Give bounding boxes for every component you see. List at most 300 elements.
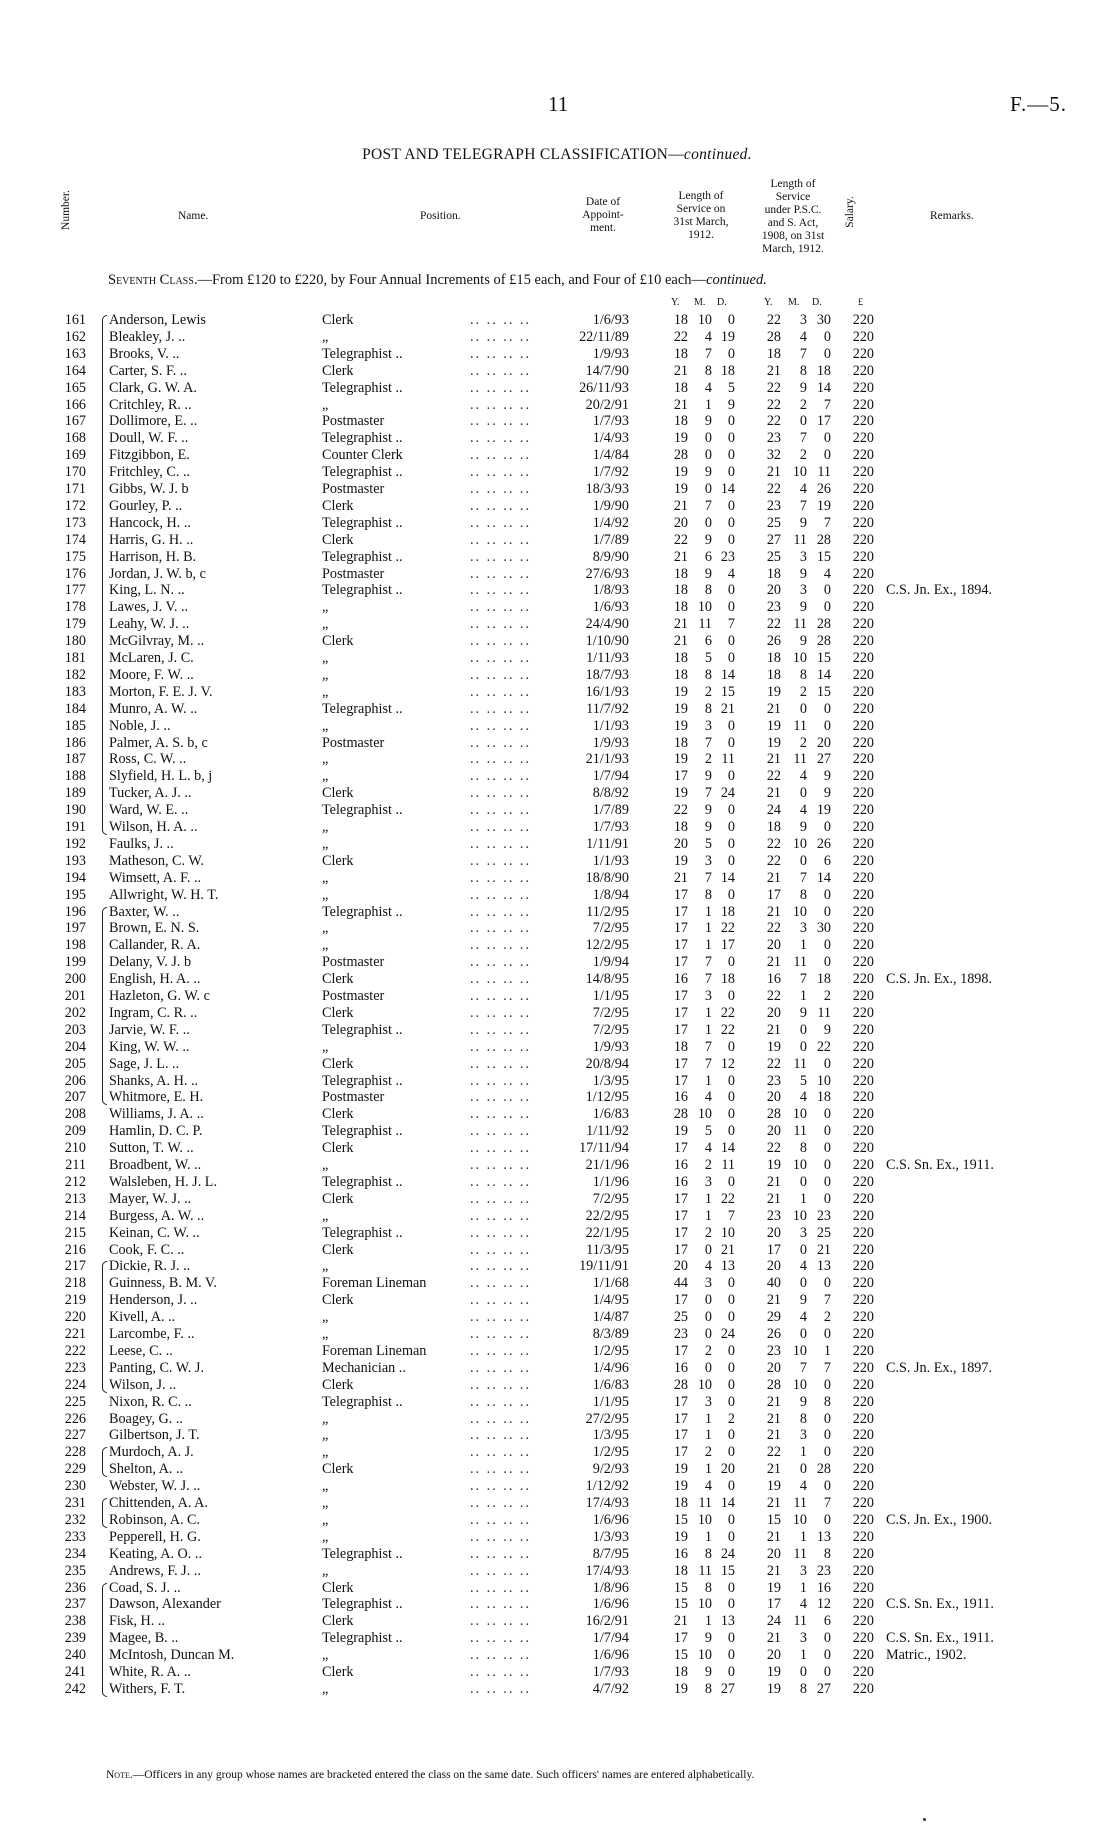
- header-remarks: Remarks.: [930, 210, 974, 222]
- appointment-date: 1/3/95: [592, 1072, 629, 1089]
- psc-years: 21: [766, 1410, 781, 1427]
- row-number: 216: [64, 1241, 86, 1258]
- leader-dots: .. .. .. ..: [470, 497, 532, 514]
- service-years: 17: [673, 1410, 688, 1427]
- row-number: 197: [64, 920, 86, 937]
- psc-years: 23: [766, 599, 781, 616]
- psc-years: 22: [766, 988, 781, 1004]
- salary: 220: [852, 666, 874, 683]
- table-row: [0, 988, 1114, 1005]
- table-row: [0, 397, 1114, 414]
- salary: 220: [852, 1342, 874, 1359]
- position: Telegraphist ..: [322, 1545, 403, 1562]
- table-row: [0, 1242, 1114, 1259]
- service-years: 18: [673, 565, 688, 582]
- row-number: 183: [64, 683, 86, 700]
- appointment-date: 1/7/93: [592, 1664, 629, 1680]
- salary: 220: [852, 1326, 874, 1342]
- appointment-date: 1/7/93: [592, 413, 629, 430]
- header-length-under-psc: Length of Service under P.S.C. and S. Act, 1908, on 31st March, 1912.: [761, 178, 825, 255]
- row-number: 235: [64, 1562, 86, 1579]
- leader-dots: .. .. .. ..: [470, 683, 532, 700]
- position: Clerk: [322, 852, 354, 869]
- psc-years: 19: [766, 1680, 781, 1697]
- service-days: 0: [727, 1647, 735, 1664]
- salary: 220: [852, 903, 874, 920]
- table-row: [0, 447, 1114, 464]
- appointment-date: 1/6/96: [592, 1596, 629, 1613]
- leader-dots: .. .. .. ..: [470, 1664, 532, 1680]
- psc-years: 21: [766, 464, 781, 481]
- appointment-date: 17/4/93: [585, 1495, 629, 1511]
- table-row: [0, 684, 1114, 701]
- service-years: 15: [673, 1579, 688, 1596]
- appointment-date: 11/3/95: [586, 1241, 629, 1258]
- remarks: C.S. Jn. Ex., 1900.: [886, 1511, 993, 1528]
- officer-name: Callander, R. A.: [109, 937, 201, 954]
- appointment-date: 11/7/92: [586, 700, 629, 717]
- service-months: 3: [704, 1393, 712, 1410]
- salary: 220: [852, 497, 874, 514]
- officer-name: Jordan, J. W. b, c: [109, 565, 206, 582]
- row-number: 227: [64, 1427, 86, 1444]
- table-row: [0, 346, 1114, 363]
- position: „: [322, 1444, 329, 1461]
- psc-days: 0: [823, 954, 831, 971]
- service-years: 17: [673, 1342, 688, 1359]
- unit-pound: £: [858, 297, 863, 308]
- leader-dots: .. .. .. ..: [470, 1021, 532, 1038]
- officer-name: Keinan, C. W. ..: [109, 1224, 200, 1241]
- position: Postmaster: [322, 734, 385, 751]
- salary: 220: [852, 1055, 874, 1072]
- salary: 220: [852, 1630, 874, 1647]
- leader-dots: .. .. .. ..: [470, 1596, 532, 1613]
- table-row: [0, 836, 1114, 853]
- leader-dots: .. .. .. ..: [470, 785, 532, 802]
- service-days: 18: [720, 362, 735, 379]
- service-months: 7: [704, 1038, 712, 1055]
- position: „: [322, 1410, 329, 1427]
- psc-days: 28: [816, 633, 831, 650]
- service-months: 8: [704, 582, 712, 599]
- table-row: [0, 413, 1114, 430]
- psc-years: 26: [766, 633, 781, 650]
- service-months: 4: [704, 1089, 712, 1106]
- header-salary: Salary.: [844, 196, 856, 228]
- psc-years: 28: [766, 328, 781, 345]
- row-number: 191: [64, 819, 86, 835]
- psc-months: 4: [799, 1089, 807, 1106]
- psc-months: 8: [799, 1680, 807, 1697]
- service-days: 0: [727, 734, 735, 751]
- leader-dots: .. .. .. ..: [470, 430, 532, 447]
- table-row: [0, 1225, 1114, 1242]
- row-number: 161: [64, 312, 86, 328]
- service-months: 10: [697, 1596, 712, 1613]
- service-years: 17: [673, 1224, 688, 1241]
- officer-name: Munro, A. W. ..: [109, 700, 198, 717]
- psc-years: 20: [766, 1545, 781, 1562]
- table-row: [0, 1664, 1114, 1681]
- psc-months: 0: [799, 413, 807, 430]
- psc-days: 20: [816, 734, 831, 751]
- position: Clerk: [322, 362, 354, 379]
- row-number: 179: [64, 616, 86, 633]
- salary: 220: [852, 1207, 874, 1224]
- appointment-date: 1/4/92: [592, 514, 629, 531]
- table-row: [0, 887, 1114, 904]
- table-row: [0, 768, 1114, 785]
- service-days: 17: [720, 937, 735, 954]
- service-months: 9: [704, 565, 712, 582]
- position: Telegraphist ..: [322, 802, 403, 819]
- psc-years: 21: [766, 362, 781, 379]
- service-months: 2: [704, 1157, 712, 1173]
- salary: 220: [852, 1427, 874, 1444]
- psc-days: 23: [816, 1562, 831, 1579]
- salary: 220: [852, 650, 874, 666]
- table-row: [0, 1411, 1114, 1428]
- psc-days: 30: [816, 920, 831, 937]
- service-days: 0: [727, 447, 735, 464]
- service-months: 8: [704, 362, 712, 379]
- appointment-date: 11/2/95: [586, 903, 629, 920]
- officer-name: Coad, S. J. ..: [109, 1579, 181, 1596]
- appointment-date: 1/9/93: [592, 1038, 629, 1055]
- psc-days: 0: [823, 1173, 831, 1190]
- salary: 220: [852, 1190, 874, 1207]
- service-months: 10: [697, 1106, 712, 1123]
- row-number: 240: [64, 1647, 86, 1664]
- service-years: 17: [673, 1004, 688, 1021]
- appointment-date: 1/4/84: [592, 447, 629, 464]
- service-days: 20: [720, 1461, 735, 1478]
- table-row: [0, 1377, 1114, 1394]
- psc-years: 21: [766, 785, 781, 802]
- psc-years: 24: [766, 802, 781, 819]
- service-years: 16: [673, 1089, 688, 1106]
- psc-days: 27: [816, 1680, 831, 1697]
- psc-months: 9: [799, 599, 807, 616]
- table-row: [0, 802, 1114, 819]
- row-number: 214: [64, 1207, 86, 1224]
- table-row: [0, 1208, 1114, 1225]
- officer-name: Walsleben, H. J. L.: [109, 1173, 217, 1190]
- table-row: [0, 532, 1114, 549]
- appointment-date: 18/8/90: [585, 869, 629, 886]
- position: Clerk: [322, 1664, 354, 1680]
- psc-days: 11: [817, 1004, 831, 1021]
- leader-dots: .. .. .. ..: [470, 1528, 532, 1545]
- appointment-date: 9/2/93: [592, 1461, 629, 1478]
- service-months: 10: [697, 1647, 712, 1664]
- row-number: 169: [64, 447, 86, 464]
- psc-months: 0: [799, 1173, 807, 1190]
- salary: 220: [852, 785, 874, 802]
- service-months: 10: [697, 1511, 712, 1528]
- psc-months: 4: [799, 1309, 807, 1326]
- service-years: 19: [673, 683, 688, 700]
- leader-dots: .. .. .. ..: [470, 633, 532, 650]
- table-row: [0, 633, 1114, 650]
- officer-name: Hancock, H. ..: [109, 514, 191, 531]
- service-months: 8: [704, 886, 712, 903]
- service-days: 14: [720, 1495, 735, 1511]
- leader-dots: .. .. .. ..: [470, 1359, 532, 1376]
- table-row: [0, 1495, 1114, 1512]
- row-number: 204: [64, 1038, 86, 1055]
- table-row: [0, 1022, 1114, 1039]
- row-number: 207: [64, 1089, 86, 1106]
- row-number: 198: [64, 937, 86, 954]
- psc-days: 2: [823, 988, 831, 1004]
- psc-days: 23: [816, 1207, 831, 1224]
- appointment-date: 1/1/95: [592, 1393, 629, 1410]
- service-months: 4: [704, 379, 712, 396]
- psc-years: 21: [766, 1495, 781, 1511]
- table-row: [0, 751, 1114, 768]
- appointment-date: 22/2/95: [585, 1207, 629, 1224]
- salary: 220: [852, 1680, 874, 1697]
- position: Telegraphist ..: [322, 903, 403, 920]
- service-days: 0: [727, 1292, 735, 1309]
- position: „: [322, 1309, 329, 1326]
- row-number: 238: [64, 1613, 86, 1630]
- position: „: [322, 717, 329, 734]
- table-row: [0, 735, 1114, 752]
- service-months: 4: [704, 1478, 712, 1495]
- position: „: [322, 751, 329, 768]
- appointment-date: 21/1/93: [585, 751, 629, 768]
- leader-dots: .. .. .. ..: [470, 1106, 532, 1123]
- officer-name: English, H. A. ..: [109, 971, 201, 988]
- row-number: 221: [64, 1326, 86, 1342]
- service-days: 0: [727, 514, 735, 531]
- row-number: 203: [64, 1021, 86, 1038]
- service-days: 0: [727, 1342, 735, 1359]
- officer-name: Williams, J. A. ..: [109, 1106, 204, 1123]
- service-years: 21: [673, 362, 688, 379]
- salary: 220: [852, 1478, 874, 1495]
- remarks: C.S. Jn. Ex., 1898.: [886, 971, 993, 988]
- header-date: Date of Appoint- ment.: [582, 196, 624, 234]
- salary: 220: [852, 1021, 874, 1038]
- officer-name: Hamlin, D. C. P.: [109, 1123, 203, 1140]
- salary: 220: [852, 1613, 874, 1630]
- service-months: 5: [704, 835, 712, 852]
- row-number: 226: [64, 1410, 86, 1427]
- salary: 220: [852, 1292, 874, 1309]
- service-years: 28: [673, 1106, 688, 1123]
- psc-days: 0: [823, 1427, 831, 1444]
- table-row: [0, 1343, 1114, 1360]
- service-years: 20: [673, 835, 688, 852]
- table-row: [0, 1580, 1114, 1597]
- salary: 220: [852, 1123, 874, 1140]
- psc-years: 18: [766, 819, 781, 835]
- leader-dots: .. .. .. ..: [470, 312, 532, 328]
- service-months: 5: [704, 1123, 712, 1140]
- service-days: 0: [727, 464, 735, 481]
- appointment-date: 22/1/95: [585, 1224, 629, 1241]
- row-number: 174: [64, 531, 86, 548]
- service-years: 21: [673, 1613, 688, 1630]
- psc-months: 1: [799, 937, 807, 954]
- leader-dots: .. .. .. ..: [470, 1410, 532, 1427]
- section-heading: Seventh Class.—From £120 to £220, by Four Annual Increments of £15 each, and Four of £10 each—continued.: [108, 272, 767, 288]
- service-years: 28: [673, 1376, 688, 1393]
- psc-days: 0: [823, 1326, 831, 1342]
- service-years: 19: [673, 1461, 688, 1478]
- leader-dots: .. .. .. ..: [470, 1579, 532, 1596]
- psc-months: 3: [799, 1427, 807, 1444]
- table-row: [0, 1140, 1114, 1157]
- position: Clerk: [322, 1190, 354, 1207]
- service-months: 0: [704, 430, 712, 447]
- position: Foreman Lineman: [322, 1342, 427, 1359]
- service-days: 0: [727, 1596, 735, 1613]
- row-number: 209: [64, 1123, 86, 1140]
- leader-dots: .. .. .. ..: [470, 1055, 532, 1072]
- psc-days: 14: [816, 869, 831, 886]
- psc-years: 21: [766, 1461, 781, 1478]
- psc-months: 3: [799, 312, 807, 328]
- appointment-date: 7/2/95: [592, 1004, 629, 1021]
- psc-months: 1: [799, 1444, 807, 1461]
- leader-dots: .. .. .. ..: [470, 1545, 532, 1562]
- service-months: 0: [704, 1326, 712, 1342]
- row-number: 202: [64, 1004, 86, 1021]
- officer-name: Pepperell, H. G.: [109, 1528, 201, 1545]
- table-row: [0, 1106, 1114, 1123]
- row-number: 187: [64, 751, 86, 768]
- officer-name: Dawson, Alexander: [109, 1596, 221, 1613]
- salary: 220: [852, 734, 874, 751]
- row-number: 199: [64, 954, 86, 971]
- psc-days: 6: [823, 1613, 831, 1630]
- psc-months: 11: [793, 717, 807, 734]
- psc-years: 29: [766, 1309, 781, 1326]
- service-months: 9: [704, 1630, 712, 1647]
- leader-dots: .. .. .. ..: [470, 1342, 532, 1359]
- service-years: 19: [673, 481, 688, 497]
- table-row: [0, 1191, 1114, 1208]
- officer-name: McIntosh, Duncan M.: [109, 1647, 235, 1664]
- appointment-date: 1/6/93: [592, 312, 629, 328]
- psc-months: 2: [799, 734, 807, 751]
- service-years: 18: [673, 379, 688, 396]
- psc-months: 1: [799, 988, 807, 1004]
- service-days: 0: [727, 413, 735, 430]
- officer-name: Gibbs, W. J. b: [109, 481, 189, 497]
- psc-months: 10: [792, 1207, 807, 1224]
- table-row: [0, 1461, 1114, 1478]
- psc-years: 16: [766, 971, 781, 988]
- salary: 220: [852, 1359, 874, 1376]
- service-days: 14: [720, 869, 735, 886]
- service-days: 0: [727, 531, 735, 548]
- position: Clerk: [322, 497, 354, 514]
- table-row: [0, 971, 1114, 988]
- psc-months: 2: [799, 396, 807, 413]
- psc-years: 15: [766, 1511, 781, 1528]
- psc-days: 17: [816, 413, 831, 430]
- service-years: 16: [673, 1157, 688, 1173]
- service-months: 1: [704, 1021, 712, 1038]
- psc-days: 0: [823, 819, 831, 835]
- service-years: 18: [673, 1495, 688, 1511]
- appointment-date: 1/11/91: [586, 835, 629, 852]
- table-row: [0, 1073, 1114, 1090]
- row-number: 242: [64, 1680, 86, 1697]
- leader-dots: .. .. .. ..: [470, 1613, 532, 1630]
- row-number: 213: [64, 1190, 86, 1207]
- service-days: 14: [720, 481, 735, 497]
- officer-name: Delany, V. J. b: [109, 954, 192, 971]
- service-years: 19: [673, 464, 688, 481]
- row-number: 205: [64, 1055, 86, 1072]
- service-days: 24: [720, 1326, 735, 1342]
- service-years: 19: [673, 1528, 688, 1545]
- service-days: 0: [727, 1511, 735, 1528]
- service-days: 12: [720, 1055, 735, 1072]
- psc-days: 0: [823, 1630, 831, 1647]
- position: Postmaster: [322, 954, 385, 971]
- officer-name: Whitmore, E. H.: [109, 1089, 204, 1106]
- leader-dots: .. .. .. ..: [470, 345, 532, 362]
- psc-months: 9: [799, 379, 807, 396]
- service-months: 1: [704, 1207, 712, 1224]
- position: Telegraphist ..: [322, 430, 403, 447]
- service-months: 7: [704, 497, 712, 514]
- psc-months: 10: [792, 1511, 807, 1528]
- psc-days: 27: [816, 751, 831, 768]
- service-years: 16: [673, 1359, 688, 1376]
- salary: 220: [852, 1511, 874, 1528]
- officer-name: Kivell, A. ..: [109, 1309, 176, 1326]
- position: Telegraphist ..: [322, 548, 403, 565]
- psc-days: 9: [823, 768, 831, 785]
- table-row: [0, 1258, 1114, 1275]
- unit-years: Y.: [671, 297, 680, 308]
- service-days: 0: [727, 768, 735, 785]
- salary: 220: [852, 582, 874, 599]
- leader-dots: .. .. .. ..: [470, 396, 532, 413]
- row-number: 166: [64, 396, 86, 413]
- service-days: 18: [720, 903, 735, 920]
- appointment-date: 1/1/93: [592, 852, 629, 869]
- position: „: [322, 937, 329, 954]
- leader-dots: .. .. .. ..: [470, 362, 532, 379]
- row-number: 218: [64, 1275, 86, 1292]
- salary: 220: [852, 1224, 874, 1241]
- position: Telegraphist ..: [322, 345, 403, 362]
- salary: 220: [852, 379, 874, 396]
- table-row: [0, 1681, 1114, 1698]
- psc-days: 0: [823, 582, 831, 599]
- position: „: [322, 819, 329, 835]
- salary: 220: [852, 869, 874, 886]
- leader-dots: .. .. .. ..: [470, 1511, 532, 1528]
- appointment-date: 1/3/95: [592, 1427, 629, 1444]
- psc-months: 3: [799, 548, 807, 565]
- salary: 220: [852, 1089, 874, 1106]
- service-months: 3: [704, 1275, 712, 1292]
- psc-years: 22: [766, 616, 781, 633]
- psc-months: 0: [799, 785, 807, 802]
- table-row: [0, 1123, 1114, 1140]
